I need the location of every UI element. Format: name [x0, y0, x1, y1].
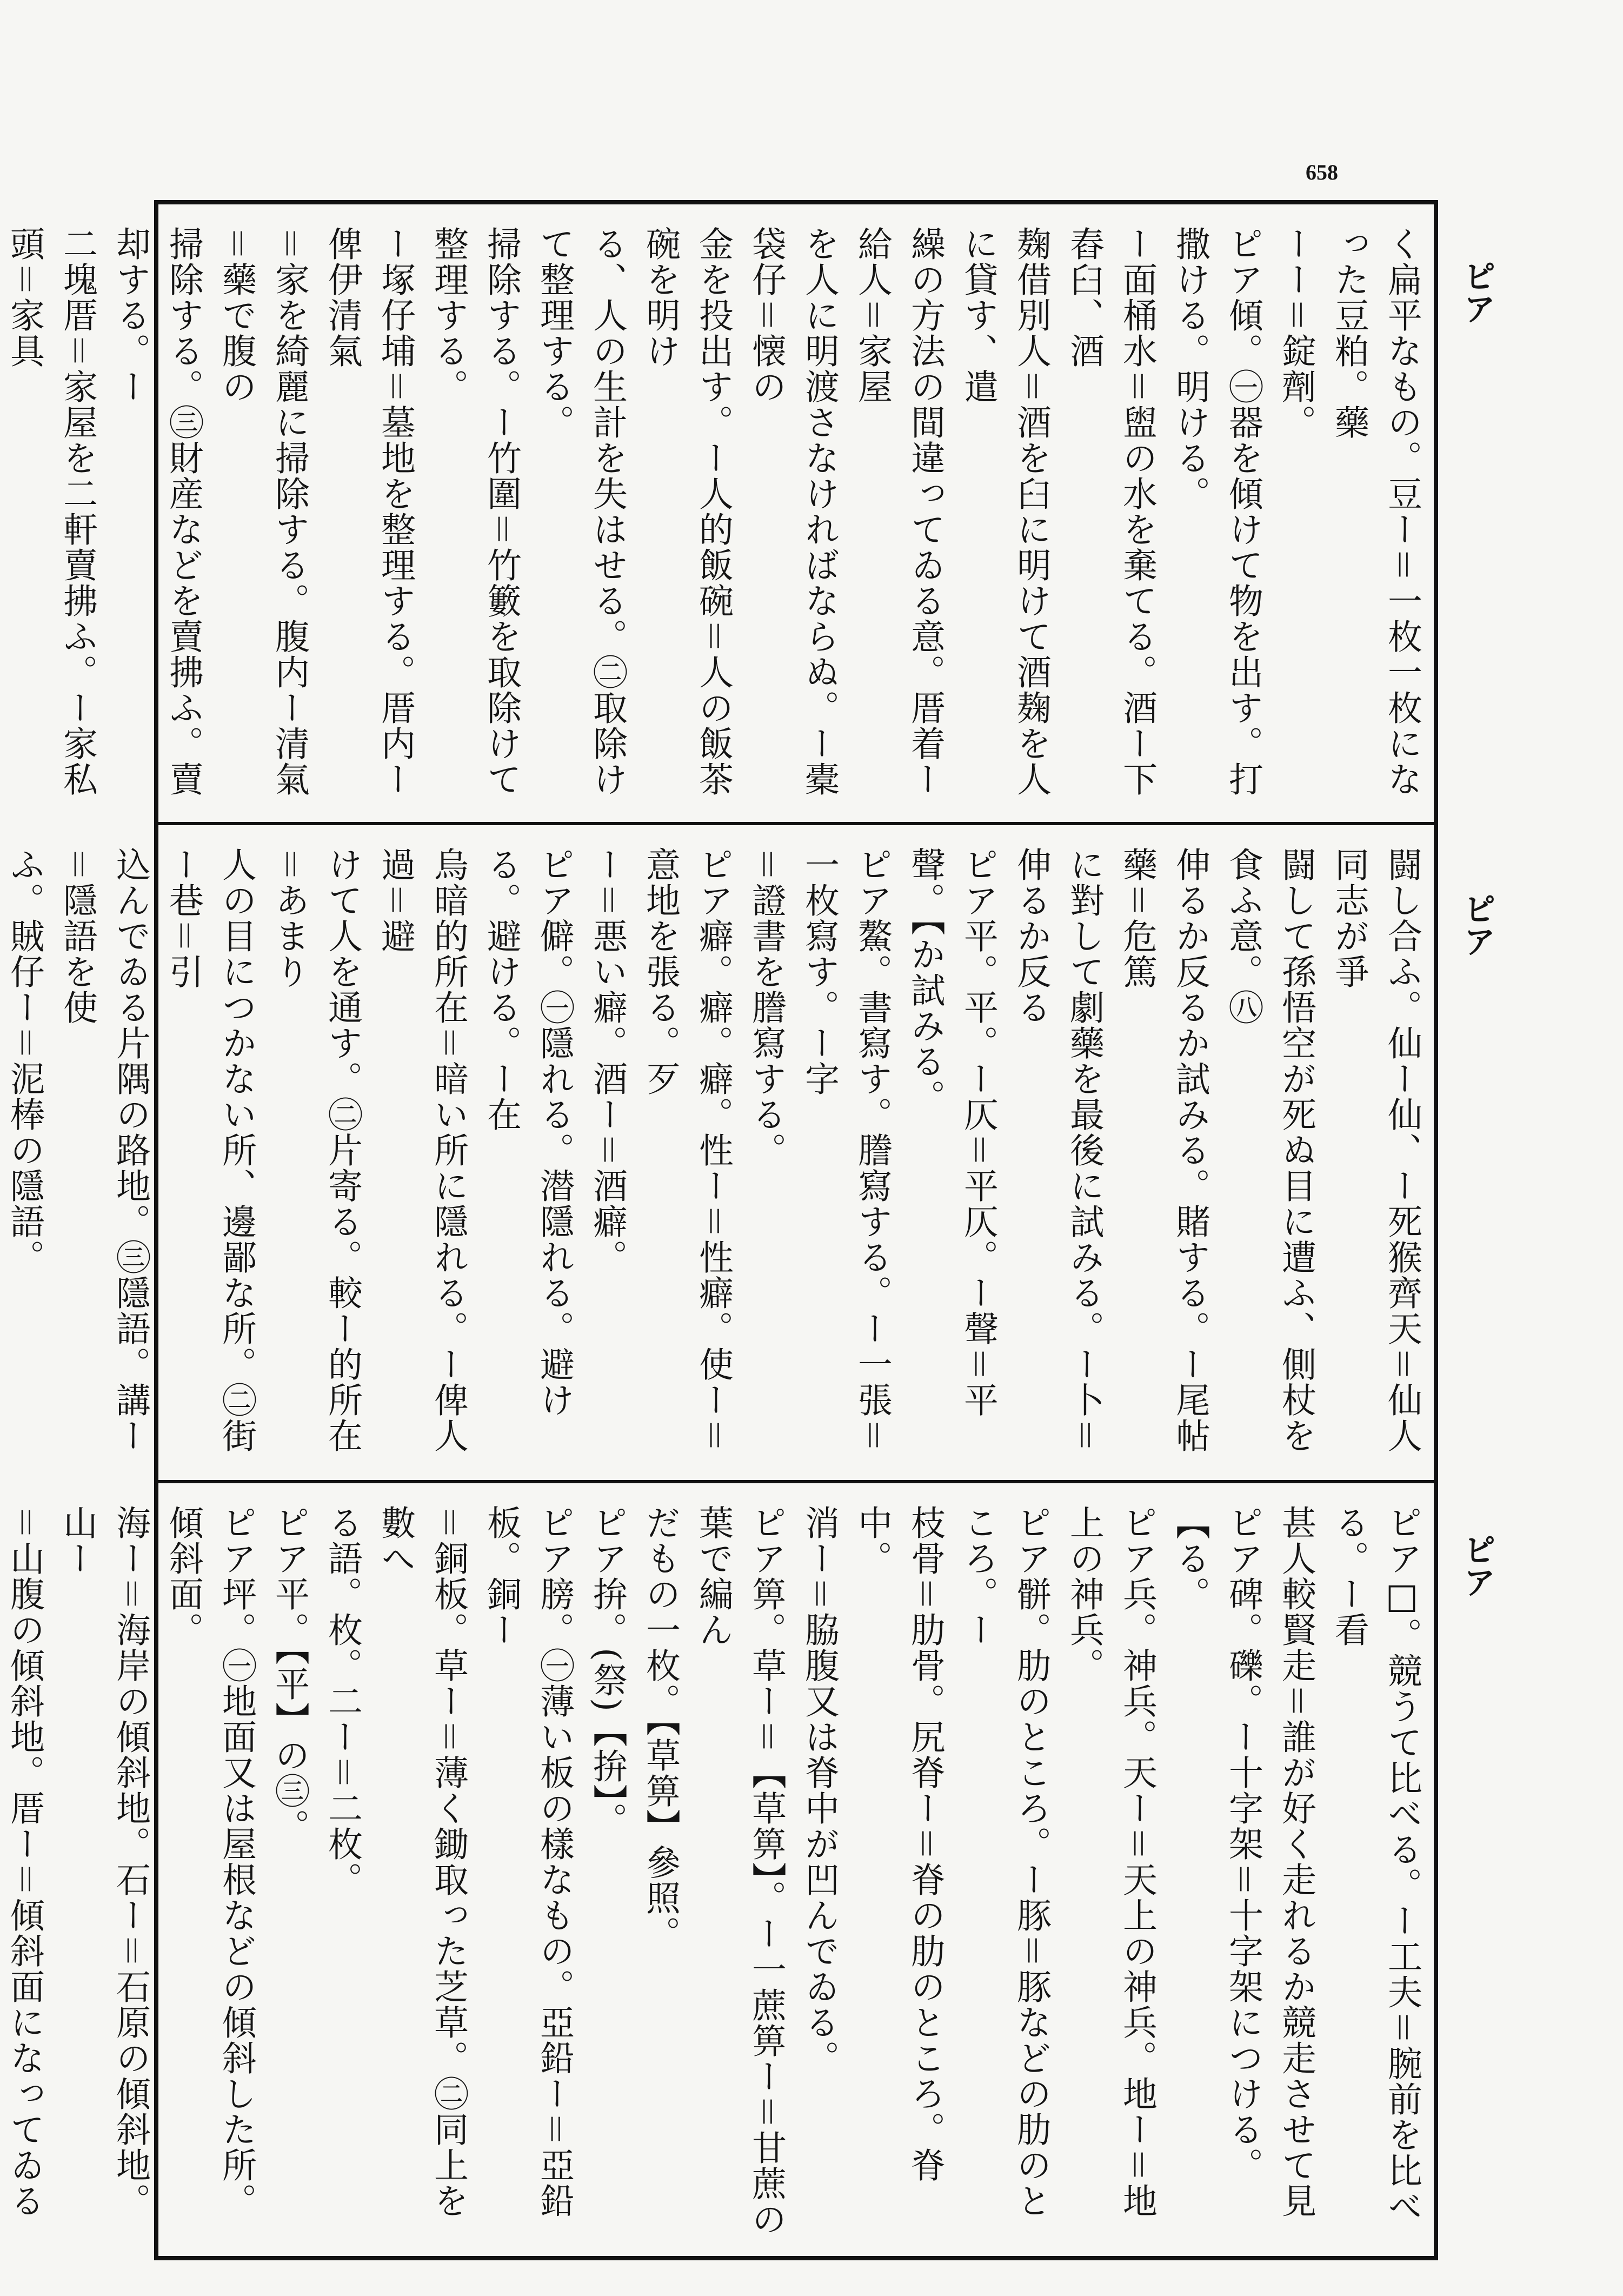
entry-column: ピア箅。草ー＝【草箅】。ー一蔗箅ー＝甘蔗の葉で編ん [693, 1505, 786, 2237]
text-column: 甚人較賢走＝誰が好く走れるか競走させて見 [1276, 1505, 1316, 2219]
text-column: 闘して孫悟空が死ぬ目に遭ふ、側杖を食ふ意。㊇ [1223, 847, 1316, 1454]
running-head-bottom: ピア [1458, 1533, 1496, 1598]
entry-column: ピア膀。㊀薄い板の樣なもの。亞鉛ー＝亞鉛板。銅ー [481, 1505, 574, 2219]
text-column: ー面桶水＝盥の水を棄てる。酒ー下舂臼、酒 [1064, 226, 1157, 797]
text-column: 掃除する。㊂財産などを賣拂ふ。賣却する。ー [110, 226, 203, 797]
text-column: 繰の方法の間違ってゐる意。厝着ー給人＝家屋 [852, 226, 945, 797]
text-column: 麹借別人＝酒を臼に明けて酒麹を人に貸す、遣 [958, 226, 1051, 797]
text-column: ＝銅板。草ー＝薄く鋤取った芝草。㊁同上を數へ [375, 1505, 468, 2219]
text-column: ーー＝錠劑。 [1276, 226, 1316, 440]
text-column: 伸るか反るか試みる。賭する。ー尾帖藥＝危篤 [1117, 847, 1210, 1454]
entry-column: ピア僻。㊀隱れる。潜隱れる。避ける。避ける。ー在 [481, 847, 574, 1418]
text-column: ー＝悪い癖。酒ー＝酒癖。 [587, 847, 627, 1275]
dictionary-band-middle [4, 825, 1434, 1480]
text-column: ＝山腹の傾斜地。厝ー＝傾斜面になってゐる [4, 1505, 44, 2219]
text-column: 枝骨＝肋骨。尻脊ー＝脊の肋のところ。脊中。 [852, 1505, 945, 2183]
text-column: 消ー＝脇腹又は脊中が凹んでゐる。 [799, 1505, 839, 2076]
text-column: を人に明渡さなければならぬ。ー橐袋仔＝懐の [746, 226, 839, 797]
text-column: る、人の生計を失はせる。㊁取除けて整理する。 [534, 226, 627, 797]
dictionary-band-top [4, 204, 1434, 822]
entry-column: ピア兵。神兵。天ー＝天上の神兵。地ー＝地上の神兵。 [1064, 1505, 1157, 2219]
entry-column: ピア拚。(祭)【拚】。 [587, 1505, 627, 1838]
entry-column: ピア鰲。書寫す。謄寫する。ー一張＝一枚寫す。ー字 [799, 847, 892, 1454]
entry-column: ピア□。競うて比べる。ー工夫＝腕前を比べる。ー看 [1329, 1505, 1422, 2224]
text-column: 掃除する。ー竹圍＝竹籔を取除けて整理する。 [428, 226, 521, 797]
page-number: 658 [1306, 160, 1338, 184]
text-column: 二塊厝＝家屋を二軒賣拂ふ。ー家私頭＝家具 [4, 226, 97, 797]
text-column: 金を投出す。ー人的飯碗＝人の飯茶碗を明け [640, 226, 733, 797]
text-column: けて人を通す。㊁片寄る。較ー的所在＝あまり [269, 847, 362, 1454]
text-column: ＝家を綺麗に掃除する。腹内ー清氣＝藥で腹の [216, 226, 309, 797]
text-column: ー塚仔埔＝墓地を整理する。厝内ー俾伊清氣 [322, 226, 415, 797]
text-column: ふ。賊仔ー＝泥棒の隱語。 [4, 847, 44, 1275]
text-column: 人の目につかない所、邊鄙な所。㊁街ー巷＝引 [163, 847, 256, 1454]
entry-column: ピア傾。㊀器を傾けて物を出す。打撒ける。明ける。 [1170, 226, 1263, 797]
text-column: 闘し合ふ。仙ー仙、ー死猴齊天＝仙人同志が爭 [1329, 847, 1422, 1454]
text-columns [0, 226, 1428, 811]
entry-column: ピア癖。癖。癖。性ー＝性癖。使ー＝意地を張る。歹 [640, 847, 733, 1454]
text-column: ＝證書を謄寫する。 [746, 847, 786, 1168]
text-column: だもの一枚。【草箅】參照。 [640, 1505, 680, 1952]
text-column: く扁平なもの。豆ー＝一枚一枚になった豆粕。藥 [1329, 226, 1422, 797]
running-head-top: ピア [1458, 260, 1496, 324]
text-column: る語。枚。二ー＝二枚。 [322, 1505, 362, 1897]
text-columns [0, 1505, 1428, 2245]
entry-column: ピア平。【平】の㊂。 [269, 1505, 309, 1844]
dictionary-band-bottom [4, 1483, 1434, 2256]
running-head-middle: ピア [1458, 892, 1496, 957]
text-column: 込んでゐる片隅の路地。㊂隱語。講ー＝隱語を使 [57, 847, 150, 1454]
text-column: に對して劇藥を最後に試みる。ー卜＝伸るか反る [1011, 847, 1104, 1454]
entry-column: ピア骿。肋のところ。ー豚＝豚などの肋のところ。ー [958, 1505, 1051, 2219]
entry-column: ピア碑。礫。ー十字架＝十字架につける。【る。 [1170, 1505, 1263, 2183]
text-columns [0, 847, 1428, 1469]
entry-column: ピア坪。㊀地面又は屋根などの傾斜した所。傾斜面。 [163, 1505, 256, 2219]
text-column: 海ー＝海岸の傾斜地。石ー＝石原の傾斜地。山ー [57, 1505, 150, 2219]
text-column: 烏暗的所在＝暗い所に隱れる。ー俾人過＝避 [375, 847, 468, 1454]
entry-column: ピア平。平。ー仄＝平仄。ー聲＝平聲。【か試みる。 [905, 847, 998, 1418]
